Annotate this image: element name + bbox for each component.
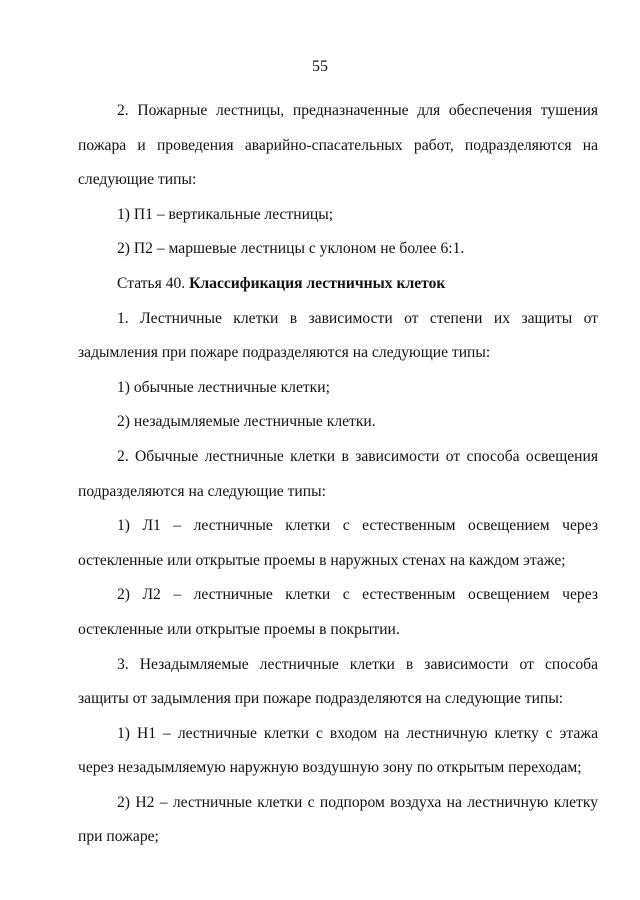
paragraph-n1: 1) Н1 – лестничные клетки с входом на лестничную клетку с этажа через незадымляемую наружную воздушную зону по открытым переходам; — [78, 724, 598, 777]
paragraph-stair-classification: 1. Лестничные клетки в зависимости от степени их защиты от задымления при пожаре подразделяются на следующие типы: — [78, 309, 598, 362]
paragraph-ordinary-types: 2. Обычные лестничные клетки в зависимости от способа освещения подразделяются на следующие типы: — [78, 447, 598, 500]
paragraph-p2: 2) П2 – маршевые лестницы с уклоном не более 6:1. — [117, 240, 465, 258]
article-heading — [78, 267, 598, 302]
paragraph-n2: 2) Н2 – лестничные клетки с подпором воздуха на лестничную клетку при пожаре; — [78, 793, 598, 846]
paragraph-smokeproof: 2) незадымляемые лестничные клетки. — [117, 413, 376, 431]
paragraph-p1: 1) П1 – вертикальные лестницы; — [117, 205, 334, 223]
document-body — [78, 94, 598, 855]
page-number: 55 — [312, 58, 328, 75]
paragraph-smokeproof-types: 3. Незадымляемые лестничные клетки в зависимости от способа защиты от задымления при пожаре подразделяются на следующие типы: — [78, 655, 598, 708]
paragraph-fire-ladders: 2. Пожарные лестницы, предназначенные для обеспечения тушения пожара и проведения аварийно-спасательных работ, подразделяются на следующие типы: — [78, 102, 598, 189]
article-title: Классификация лестничных клеток — [189, 274, 446, 292]
paragraph-ordinary: 1) обычные лестничные клетки; — [117, 378, 330, 396]
paragraph-l2: 2) Л2 – лестничные клетки с естественным освещением через остекленные или открытые проемы в покрытии. — [78, 586, 598, 638]
paragraph-l1: 1) Л1 – лестничные клетки с естественным освещением через остекленные или открытые проемы в наружных стенах на каждом этаже; — [78, 517, 598, 569]
article-number: Статья 40. — [117, 274, 190, 292]
